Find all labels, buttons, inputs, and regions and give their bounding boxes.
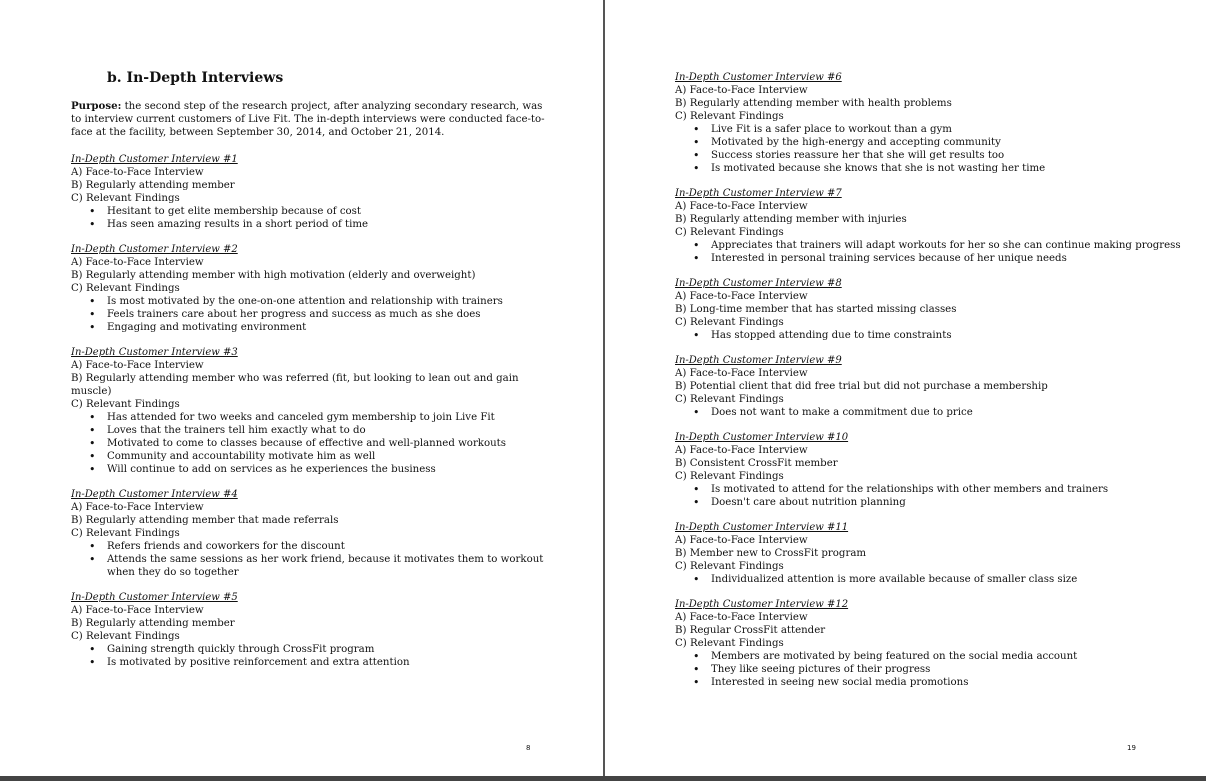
interview-method: A) Face-to-Face Interview [675,535,808,546]
finding-item: • Will continue to add on services as he experiences the business [107,463,551,476]
findings-list [71,643,551,669]
bottom-border [0,776,1206,781]
interview-findings-label: C) Relevant Findings [675,111,784,122]
section-heading: b. In-Depth Interviews [107,70,284,86]
finding-item: • Hesitant to get elite membership because of cost [107,205,551,218]
interview-findings-label: C) Relevant Findings [71,399,180,410]
interview-findings-label: C) Relevant Findings [71,631,180,642]
interview-title: In-Depth Customer Interview #2 [71,244,238,255]
purpose-text: the second step of the research project, after analyzing secondary research, was to interview current customers of Live Fit. The in-depth interviews were conducted face-to-face at the facility, between September 30, 2014, and October 21, 2014. [71,101,545,138]
finding-item: • Appreciates that trainers will adapt workouts for her so she can continue making progress [711,239,1195,252]
interview-method: A) Face-to-Face Interview [675,445,808,456]
findings-list [675,239,1195,265]
finding-item: • Individualized attention is more available because of smaller class size [711,573,1195,586]
interview-findings-label: C) Relevant Findings [71,283,180,294]
finding-item: • Is motivated by positive reinforcement and extra attention [107,656,551,669]
interview-block [675,598,1195,689]
interview-method: A) Face-to-Face Interview [71,605,204,616]
finding-item: • Members are motivated by being featured on the social media account [711,650,1195,663]
findings-list [71,540,551,579]
interview-participant: B) Regularly attending member that made referrals [71,515,339,526]
right-interview-list [675,71,1195,689]
interview-block [71,346,551,476]
interview-method: A) Face-to-Face Interview [675,201,808,212]
interview-participant: B) Member new to CrossFit program [675,548,867,559]
finding-item: • Is most motivated by the one-on-one attention and relationship with trainers [107,295,551,308]
page-right [605,0,1206,781]
interview-participant: B) Potential client that did free trial but did not purchase a membership [675,381,1048,392]
interview-title: In-Depth Customer Interview #10 [675,432,849,443]
interview-block [675,354,1195,419]
findings-list [675,650,1195,689]
interview-title: In-Depth Customer Interview #5 [71,592,238,603]
findings-list [675,406,1195,419]
interview-method: A) Face-to-Face Interview [71,167,204,178]
finding-item: • Motivated to come to classes because of effective and well-planned workouts [107,437,551,450]
findings-list [71,411,551,476]
left-interview-list [71,153,551,669]
interview-block [71,488,551,579]
finding-item: • Gaining strength quickly through CrossFit program [107,643,551,656]
interview-block [675,187,1195,265]
findings-list [71,295,551,334]
interview-participant: B) Regularly attending member with injuries [675,214,907,225]
interview-findings-label: C) Relevant Findings [675,394,784,405]
finding-item: • Attends the same sessions as her work friend, because it motivates them to workout when they do so together [107,553,551,579]
interview-title: In-Depth Customer Interview #9 [675,355,842,366]
interview-title: In-Depth Customer Interview #6 [675,72,842,83]
finding-item: • Interested in seeing new social media promotions [711,676,1195,689]
finding-item: • Success stories reassure her that she will get results too [711,149,1195,162]
finding-item: • Refers friends and coworkers for the discount [107,540,551,553]
interview-participant: B) Regularly attending member [71,618,235,629]
interview-block [675,277,1195,342]
left-page-content [71,70,551,681]
finding-item: • Does not want to make a commitment due to price [711,406,1195,419]
findings-list [675,329,1195,342]
finding-item: • They like seeing pictures of their progress [711,663,1195,676]
finding-item: • Doesn't care about nutrition planning [711,496,1195,509]
interview-findings-label: C) Relevant Findings [675,638,784,649]
finding-item: • Engaging and motivating environment [107,321,551,334]
interview-block [71,153,551,231]
purpose-paragraph [71,100,551,139]
interview-findings-label: C) Relevant Findings [71,193,180,204]
findings-list [675,483,1195,509]
interview-participant: B) Regularly attending member [71,180,235,191]
interview-method: A) Face-to-Face Interview [675,368,808,379]
interview-block [71,591,551,669]
finding-item: • Live Fit is a safer place to workout than a gym [711,123,1195,136]
interview-title: In-Depth Customer Interview #8 [675,278,842,289]
interview-title: In-Depth Customer Interview #1 [71,154,238,165]
page-number-left: 8 [526,744,531,752]
findings-list [675,123,1195,175]
interview-title: In-Depth Customer Interview #12 [675,599,849,610]
interview-method: A) Face-to-Face Interview [675,291,808,302]
interview-title: In-Depth Customer Interview #11 [675,522,849,533]
finding-item: • Is motivated to attend for the relationships with other members and trainers [711,483,1195,496]
finding-item: • Interested in personal training services because of her unique needs [711,252,1195,265]
finding-item: • Is motivated because she knows that she is not wasting her time [711,162,1195,175]
interview-findings-label: C) Relevant Findings [675,227,784,238]
interview-findings-label: C) Relevant Findings [675,471,784,482]
findings-list [71,205,551,231]
finding-item: • Community and accountability motivate him as well [107,450,551,463]
finding-item: • Loves that the trainers tell him exactly what to do [107,424,551,437]
interview-block [675,431,1195,509]
interview-participant: B) Long-time member that has started missing classes [675,304,957,315]
interview-method: A) Face-to-Face Interview [71,360,204,371]
interview-participant: B) Regular CrossFit attender [675,625,826,636]
finding-item: • Has attended for two weeks and canceled gym membership to join Live Fit [107,411,551,424]
finding-item: • Feels trainers care about her progress and success as much as she does [107,308,551,321]
findings-list [675,573,1195,586]
interview-participant: B) Regularly attending member who was referred (fit, but looking to lean out and gain muscle) [71,373,519,397]
interview-title: In-Depth Customer Interview #3 [71,347,238,358]
interview-method: A) Face-to-Face Interview [675,612,808,623]
finding-item: • Has seen amazing results in a short period of time [107,218,551,231]
interview-method: A) Face-to-Face Interview [71,257,204,268]
page-number-right: 19 [1127,744,1136,752]
interview-block [71,243,551,334]
interview-participant: B) Regularly attending member with high motivation (elderly and overweight) [71,270,476,281]
interview-findings-label: C) Relevant Findings [675,561,784,572]
purpose-label: Purpose: [71,100,122,112]
interview-findings-label: C) Relevant Findings [71,528,180,539]
interview-title: In-Depth Customer Interview #7 [675,188,842,199]
interview-participant: B) Consistent CrossFit member [675,458,838,469]
interview-participant: B) Regularly attending member with health problems [675,98,952,109]
interview-block [675,71,1195,175]
finding-item: • Motivated by the high-energy and accepting community [711,136,1195,149]
finding-item: • Has stopped attending due to time constraints [711,329,1195,342]
right-page-content [675,71,1195,701]
interview-findings-label: C) Relevant Findings [675,317,784,328]
interview-block [675,521,1195,586]
interview-method: A) Face-to-Face Interview [71,502,204,513]
interview-method: A) Face-to-Face Interview [675,85,808,96]
interview-title: In-Depth Customer Interview #4 [71,489,238,500]
